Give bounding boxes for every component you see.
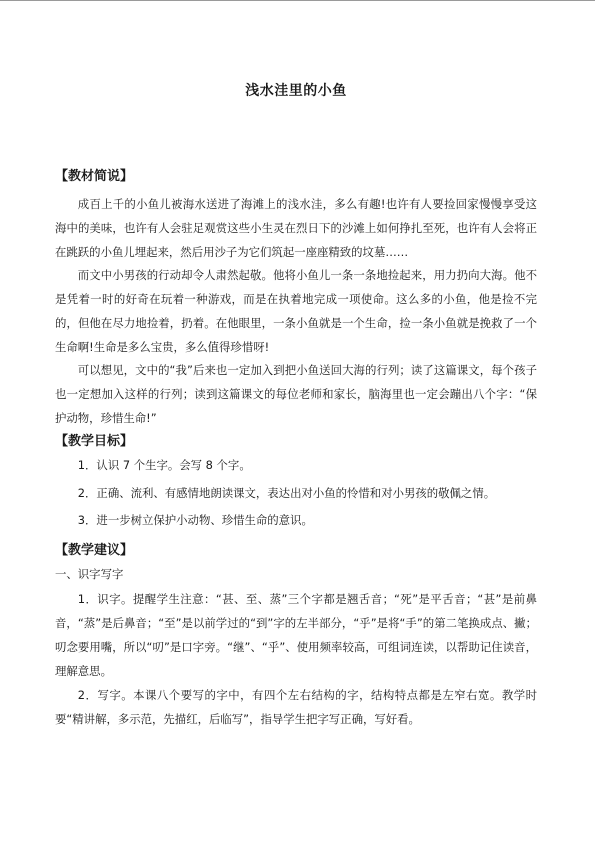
section-heading-goals: 【教学目标】 bbox=[55, 434, 134, 449]
suggestion-paragraph-2: 2．写字。本课八个要写的字中，有四个左右结构的字，结构特点都是左窄右宽。教学时要“精讲解，多示范，先描红，后临写”，指导学生把字写正确，写好看。 bbox=[55, 688, 537, 726]
header-rule bbox=[0, 0, 595, 1]
goal-item-1: 1．认识 7 个生字。会写 8 个字。 bbox=[77, 458, 251, 472]
goal-item-3: 3．进一步树立保护小动物、珍惜生命的意识。 bbox=[77, 513, 313, 527]
section-heading-intro: 【教材简说】 bbox=[55, 169, 134, 184]
intro-paragraph-3: 可以想见，文中的“我”后来也一定加入到把小鱼送回大海的行列；读了这篇课文，每个孩子也一定想加入这样的行列；读到这篇课文的每位老师和家长，脑海里也一定会蹦出八个字：“保护动物，珍惜生命!” bbox=[55, 363, 537, 425]
goal-item-2: 2．正确、流利、有感情地朗读课文，表达出对小鱼的怜惜和对小男孩的敬佩之情。 bbox=[77, 486, 496, 500]
subheading-literacy: 一、识字写字 bbox=[55, 567, 124, 581]
intro-paragraph-1: 成百上千的小鱼儿被海水送进了海滩上的浅水洼，多么有趣!也许有人要捡回家慢慢享受这海中的美味，也许有人会驻足观赏这些小生灵在烈日下的沙滩上如何挣扎至死，也许有人会将正在跳跃的小鱼儿埋起来，然后用沙子为它们筑起一座座精致的坟墓…… bbox=[55, 197, 537, 259]
section-heading-suggestions: 【教学建议】 bbox=[55, 543, 134, 558]
page-title: 浅水洼里的小鱼 bbox=[245, 83, 347, 99]
intro-paragraph-2: 而文中小男孩的行动却令人肃然起敬。他将小鱼儿一条一条地捡起来，用力扔向大海。他不是凭着一时的好奇在玩着一种游戏，而是在执着地完成一项使命。这么多的小鱼，他是捡不完的，但他在尽力地捡着，扔着。在他眼里，一条小鱼就是一个生命，捡一条小鱼就是挽救了一个生命啊!生命是多么宝贵，多么值得珍惜呀! bbox=[55, 268, 537, 354]
suggestion-paragraph-1: 1．识字。提醒学生注意：“甚、至、蒸”三个字都是翘舌音；“死”是平舌音；“甚”是前鼻音，“蒸”是后鼻音；“至”是以前学过的“到”字的左半部分，“乎”是将“手”的第二笔换成点、撇；叨念要用嘴，所以“叨”是口字旁。“继”、“乎”、使用频率较高，可组词连读，以帮助记住读音，理解意思。 bbox=[55, 592, 537, 678]
